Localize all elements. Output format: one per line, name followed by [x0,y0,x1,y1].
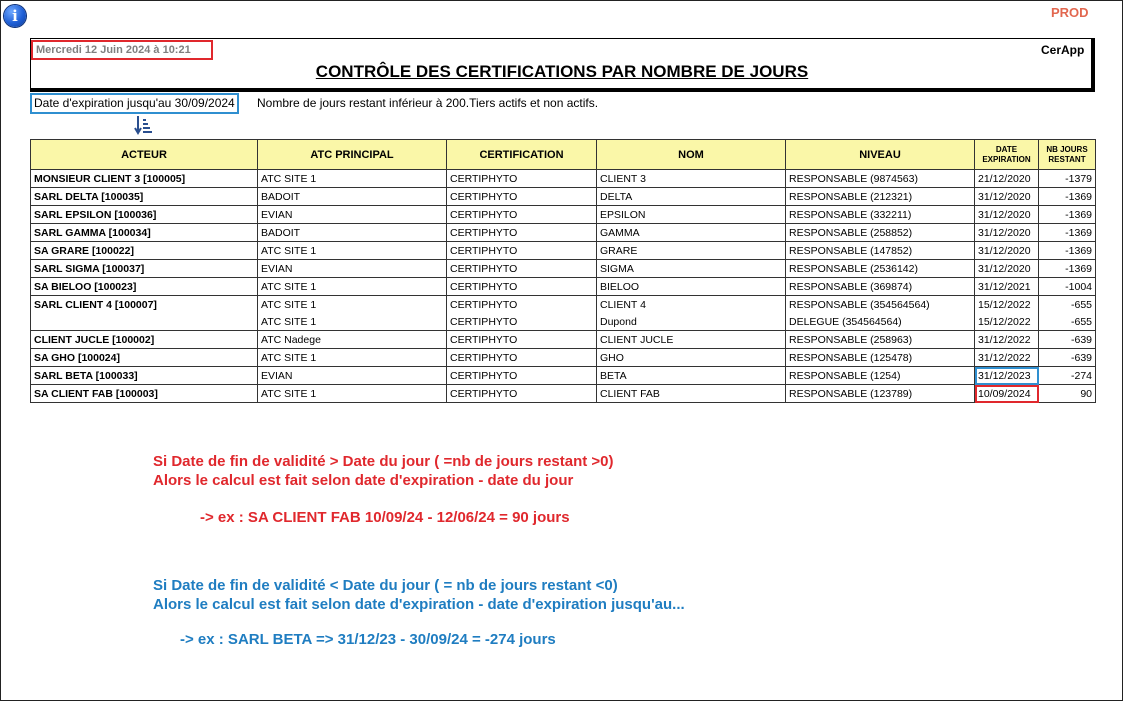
cell-nom: DELTA [597,188,786,206]
cell-atc: ATC SITE 1 [258,170,447,188]
cell-niveau: RESPONSABLE (147852) [786,242,975,260]
cell-atc: ATC Nadege [258,331,447,349]
cell-atc: EVIAN [258,206,447,224]
cell-date-expiration: 31/12/2022 [975,349,1039,367]
cell-certification: CERTIPHYTO [447,278,597,296]
table-row[interactable] [31,224,1096,242]
cell-acteur: SA BIELOO [100023] [31,278,258,296]
cell-date-expiration: 31/12/2020 [975,224,1039,242]
info-icon[interactable]: i [4,5,26,27]
note-negative-condition: Si Date de fin de validité < Date du jour ( = nb de jours restant <0) [153,577,618,594]
cell-acteur: MONSIEUR CLIENT 3 [100005] [31,170,258,188]
cell-nb-jours: -655 [1039,296,1096,314]
cell-atc: BADOIT [258,224,447,242]
column-header-nb-jours[interactable]: NB JOURS RESTANT [1039,140,1096,170]
cell-certification: CERTIPHYTO [447,385,597,403]
cell-nom: CLIENT 4 [597,296,786,314]
cell-niveau: RESPONSABLE (212321) [786,188,975,206]
cell-acteur: CLIENT JUCLE [100002] [31,331,258,349]
cell-acteur: SARL SIGMA [100037] [31,260,258,278]
expiration-filter[interactable]: Date d'expiration jusqu'au 30/09/2024 [30,93,239,114]
cell-niveau: RESPONSABLE (258852) [786,224,975,242]
cell-niveau: RESPONSABLE (2536142) [786,260,975,278]
cell-certification: CERTIPHYTO [447,331,597,349]
column-header-nom[interactable]: NOM [597,140,786,170]
cell-certification: CERTIPHYTO [447,242,597,260]
cell-nb-jours: -1004 [1039,278,1096,296]
cell-nb-jours: -1369 [1039,242,1096,260]
cell-nb-jours: -1369 [1039,206,1096,224]
cell-atc: ATC SITE 1 [258,349,447,367]
cell-certification: CERTIPHYTO [447,224,597,242]
table-row[interactable] [31,313,1096,331]
cell-date-expiration: 31/12/2022 [975,331,1039,349]
cell-atc: ATC SITE 1 [258,313,447,331]
cell-certification: CERTIPHYTO [447,170,597,188]
cell-date-expiration-highlighted: 31/12/2023 [975,367,1039,385]
cell-acteur: SA GHO [100024] [31,349,258,367]
cell-date-expiration: 21/12/2020 [975,170,1039,188]
cell-nb-jours: -1369 [1039,224,1096,242]
cell-nom: BIELOO [597,278,786,296]
cell-date-expiration: 31/12/2021 [975,278,1039,296]
cell-atc: ATC SITE 1 [258,296,447,314]
cell-acteur: SA GRARE [100022] [31,242,258,260]
table-row[interactable] [31,367,1096,385]
cell-acteur: SARL GAMMA [100034] [31,224,258,242]
cell-niveau: RESPONSABLE (1254) [786,367,975,385]
cell-certification: CERTIPHYTO [447,260,597,278]
table-row[interactable] [31,188,1096,206]
cell-acteur: SARL BETA [100033] [31,367,258,385]
cell-niveau: RESPONSABLE (258963) [786,331,975,349]
environment-label: PROD [1051,5,1089,20]
cell-date-expiration: 31/12/2020 [975,242,1039,260]
cell-certification: CERTIPHYTO [447,313,597,331]
cell-niveau: RESPONSABLE (9874563) [786,170,975,188]
cell-atc: ATC SITE 1 [258,385,447,403]
table-row[interactable] [31,331,1096,349]
table-row[interactable] [31,278,1096,296]
column-header-certification[interactable]: CERTIFICATION [447,140,597,170]
cell-certification: CERTIPHYTO [447,349,597,367]
cell-atc: EVIAN [258,367,447,385]
page-title-text: CONTRÔLE DES CERTIFICATIONS PAR NOMBRE DE JOURS [315,62,809,81]
certifications-table [30,139,1096,403]
cell-atc: ATC SITE 1 [258,242,447,260]
column-header-date-expiration[interactable]: DATE EXPIRATION [975,140,1039,170]
column-header-niveau[interactable]: NIVEAU [786,140,975,170]
cell-certification: CERTIPHYTO [447,206,597,224]
report-datetime: Mercredi 12 Juin 2024 à 10:21 [31,40,213,60]
cell-acteur: SA CLIENT FAB [100003] [31,385,258,403]
cell-date-expiration-highlighted: 10/09/2024 [975,385,1039,403]
note-negative-rule: Alors le calcul est fait selon date d'expiration - date d'expiration jusqu'au... [153,596,685,613]
table-row[interactable] [31,260,1096,278]
cell-date-expiration: 31/12/2020 [975,206,1039,224]
cell-date-expiration: 15/12/2022 [975,313,1039,331]
cell-niveau: RESPONSABLE (125478) [786,349,975,367]
table-row[interactable] [31,170,1096,188]
table-row[interactable] [31,349,1096,367]
cell-nb-jours: -655 [1039,313,1096,331]
cell-nom: GHO [597,349,786,367]
cell-certification: CERTIPHYTO [447,296,597,314]
cell-acteur: SARL EPSILON [100036] [31,206,258,224]
cell-nb-jours: -1369 [1039,260,1096,278]
cell-nb-jours: -1379 [1039,170,1096,188]
cell-nom: CLIENT JUCLE [597,331,786,349]
column-header-acteur[interactable]: ACTEUR [31,140,258,170]
table-row[interactable] [31,242,1096,260]
cell-nom: CLIENT 3 [597,170,786,188]
cell-niveau: RESPONSABLE (354564564) [786,296,975,314]
table-row[interactable] [31,385,1096,403]
cell-nom: BETA [597,367,786,385]
cell-nb-jours: -274 [1039,367,1096,385]
cell-certification: CERTIPHYTO [447,188,597,206]
table-row[interactable] [31,296,1096,314]
cell-date-expiration: 31/12/2020 [975,260,1039,278]
app-name: CerApp [1041,43,1085,57]
cell-nb-jours: -639 [1039,331,1096,349]
column-header-atc-principal[interactable]: ATC PRINCIPAL [258,140,447,170]
table-header-row [31,140,1096,170]
page-title [30,62,1094,82]
cell-date-expiration: 15/12/2022 [975,296,1039,314]
cell-niveau: RESPONSABLE (369874) [786,278,975,296]
cell-date-expiration: 31/12/2020 [975,188,1039,206]
cell-nom: SIGMA [597,260,786,278]
cell-certification: CERTIPHYTO [447,367,597,385]
cell-niveau: RESPONSABLE (123789) [786,385,975,403]
cell-acteur: SARL CLIENT 4 [100007] [31,296,258,314]
cell-nb-jours: -639 [1039,349,1096,367]
cell-nom: GAMMA [597,224,786,242]
cell-nom: CLIENT FAB [597,385,786,403]
filter-description: Nombre de jours restant inférieur à 200.Tiers actifs et non actifs. [257,96,599,110]
sort-descending-icon[interactable] [134,114,154,136]
cell-niveau: DELEGUE (354564564) [786,313,975,331]
cell-nb-jours: 90 [1039,385,1096,403]
cell-nb-jours: -1369 [1039,188,1096,206]
note-positive-condition: Si Date de fin de validité > Date du jour ( =nb de jours restant >0) [153,453,614,470]
cell-nom: GRARE [597,242,786,260]
cell-atc: EVIAN [258,260,447,278]
cell-nom: Dupond [597,313,786,331]
cell-niveau: RESPONSABLE (332211) [786,206,975,224]
note-positive-rule: Alors le calcul est fait selon date d'expiration - date du jour [153,472,574,489]
cell-acteur: SARL DELTA [100035] [31,188,258,206]
table-row[interactable] [31,206,1096,224]
cell-atc: ATC SITE 1 [258,278,447,296]
note-positive-example: -> ex : SA CLIENT FAB 10/09/24 - 12/06/24 = 90 jours [200,509,570,526]
note-negative-example: -> ex : SARL BETA => 31/12/23 - 30/09/24 = -274 jours [180,631,556,648]
cell-nom: EPSILON [597,206,786,224]
cell-acteur [31,313,258,331]
cell-atc: BADOIT [258,188,447,206]
